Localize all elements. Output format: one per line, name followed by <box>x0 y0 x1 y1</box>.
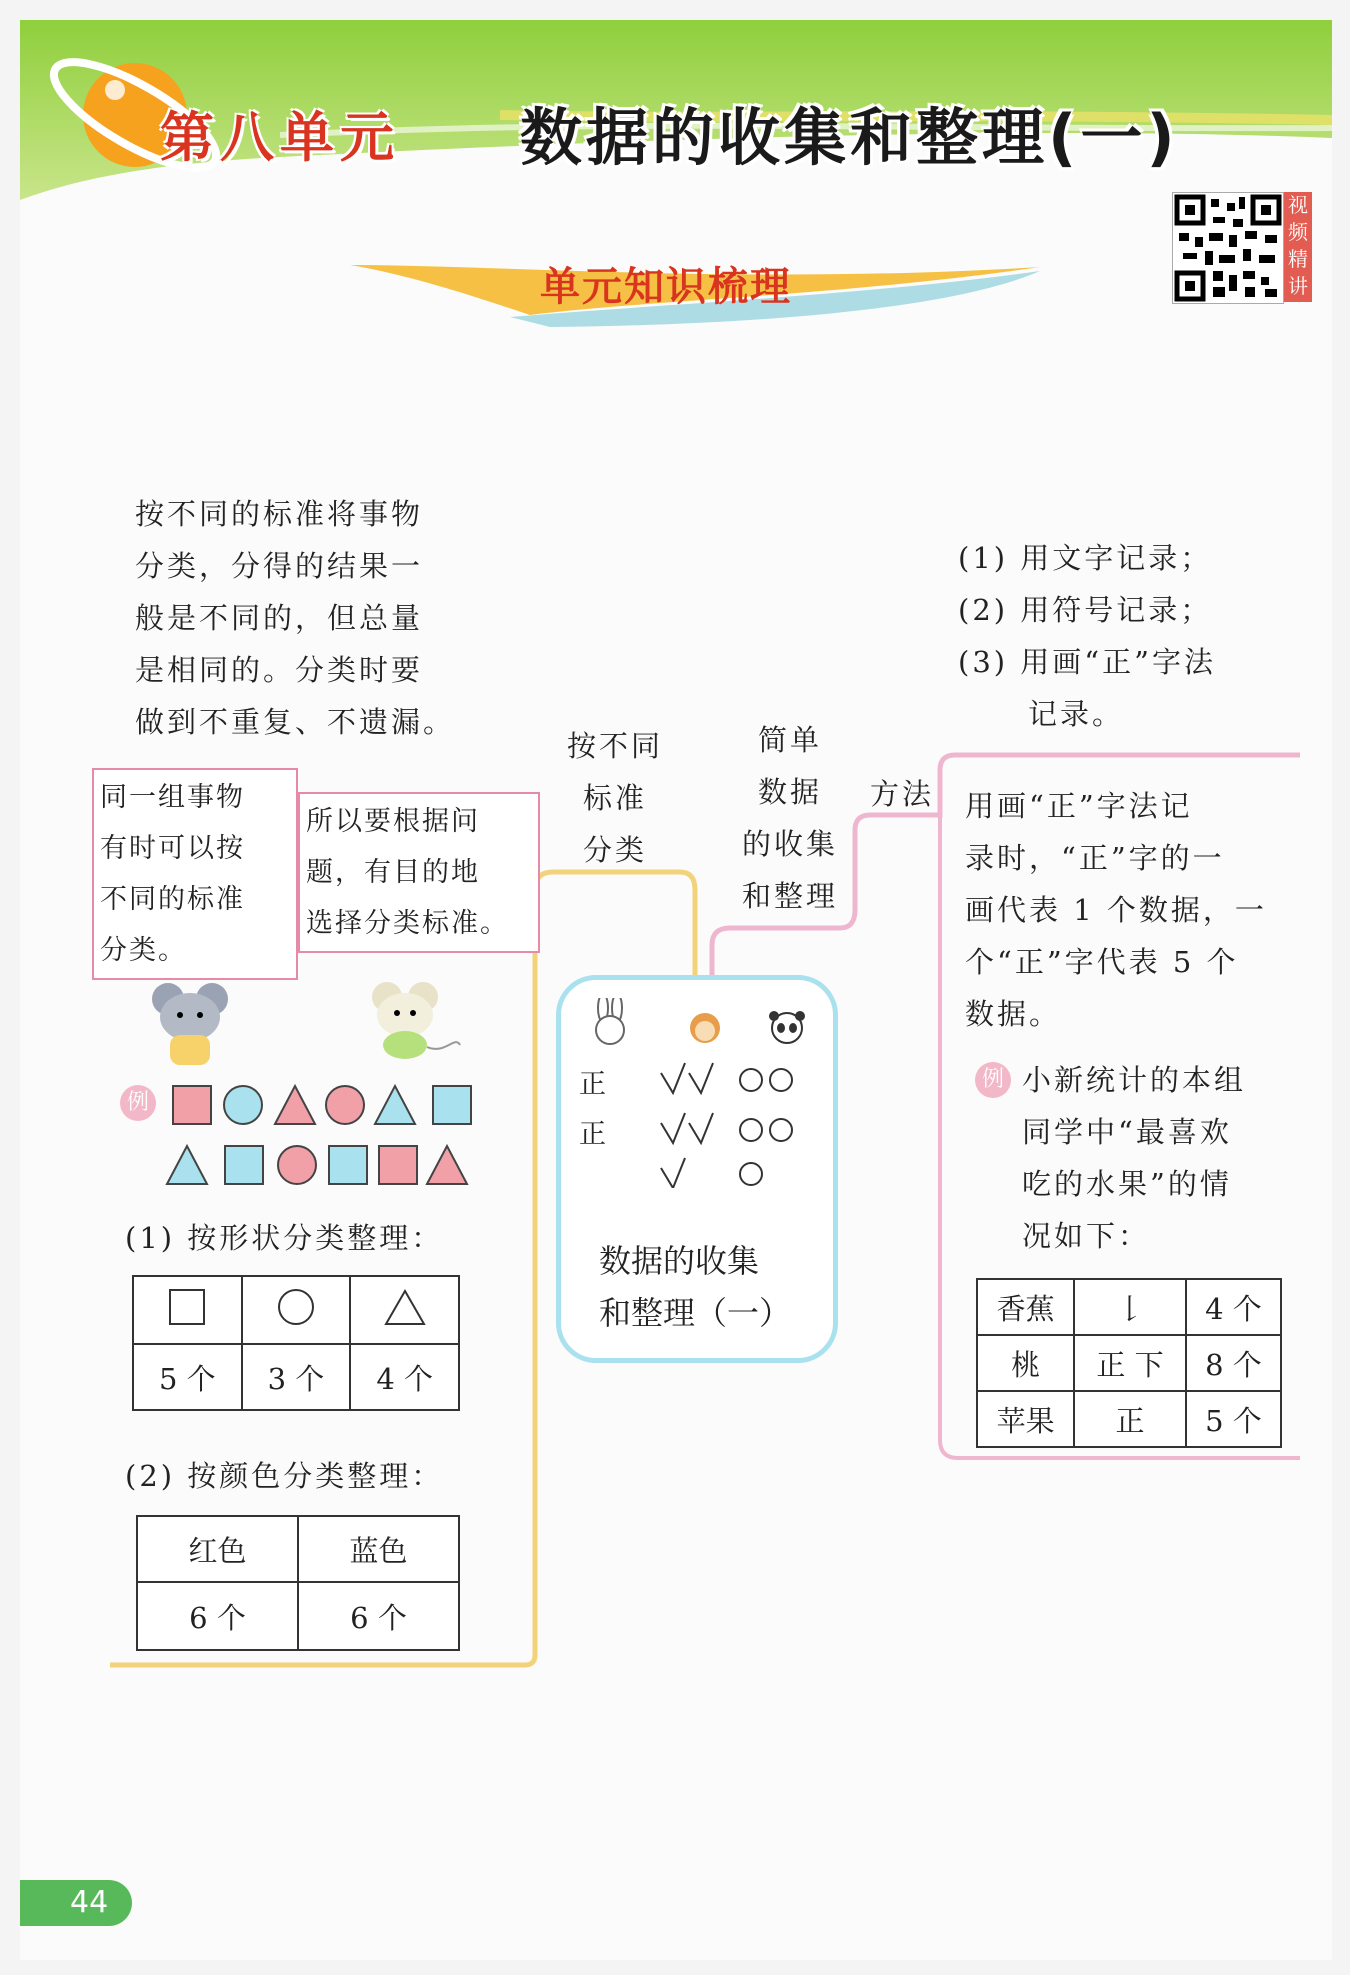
unit-label: 第八单元 <box>160 106 400 169</box>
example-badge: 例 <box>120 1085 156 1121</box>
video-label-char: 视 <box>1288 193 1308 217</box>
table-row <box>977 1335 1281 1391</box>
mouse-icon <box>355 975 465 1075</box>
square-icon <box>170 1290 204 1324</box>
video-label-char: 讲 <box>1288 274 1308 298</box>
example-line: 小新统计的本组 <box>1022 1063 1247 1097</box>
branch-classify <box>555 720 675 876</box>
fruit-count: 8 个 <box>1186 1335 1281 1391</box>
note-line: 录时，“正”字的一 <box>965 841 1225 875</box>
section-title: 单元知识梳理 <box>540 264 792 310</box>
bubble-line: 有时可以按 <box>100 833 245 864</box>
speech-bubble-left <box>92 768 298 980</box>
monkey-icon <box>690 1013 720 1043</box>
triangle-icon <box>386 1291 424 1324</box>
method-line: (1) 用文字记录； <box>958 541 1213 575</box>
bubble-line: 同一组事物 <box>100 782 245 813</box>
red-circle-icon <box>326 1086 364 1124</box>
note-line: 数据。 <box>965 997 1062 1031</box>
rabbit-icon <box>596 998 624 1044</box>
branch-line: 的收集 <box>741 827 838 861</box>
fruit-name: 桃 <box>977 1335 1074 1391</box>
example-line: 况如下： <box>1022 1219 1151 1253</box>
tally-illustration <box>581 998 811 1188</box>
color-table <box>136 1515 460 1651</box>
blue-square-icon <box>329 1146 367 1184</box>
blue-triangle-icon <box>375 1086 415 1124</box>
fruit-tally: 𠄌 <box>1074 1279 1186 1335</box>
fruit-name: 香蕉 <box>977 1279 1074 1335</box>
circle-header <box>242 1276 351 1344</box>
page-title: 数据的收集和整理(一) <box>520 101 1179 174</box>
table-cell: 3 个 <box>242 1344 351 1410</box>
bubble-line: 不同的标准 <box>100 884 245 915</box>
example-line: 同学中“最喜欢 <box>1022 1115 1232 1149</box>
intro-line: 按不同的标准将事物 <box>135 497 424 531</box>
intro-line: 般是不同的，但总量 <box>135 601 424 635</box>
video-label-char: 频 <box>1288 220 1308 244</box>
method-line: (3) 用画“正”字法 <box>958 645 1216 679</box>
note-line: 用画“正”字法记 <box>965 789 1193 823</box>
branch-line: 数据 <box>757 775 822 809</box>
intro-line: 分类，分得的结果一 <box>135 549 424 583</box>
circle-marks-icon <box>740 1069 792 1185</box>
table-row <box>977 1279 1281 1335</box>
table-cell: 6 个 <box>137 1582 298 1650</box>
tally-mark: 正 <box>579 1069 606 1100</box>
branch-line: 标准 <box>582 781 647 815</box>
mouse-icon <box>140 975 240 1075</box>
branch-method: 方法 <box>869 777 934 811</box>
center-title-line: 数据的收集 <box>599 1242 760 1280</box>
bubble-line: 题，有目的地 <box>306 857 480 888</box>
red-triangle-icon <box>275 1086 315 1124</box>
table-header: 蓝色 <box>298 1516 459 1582</box>
classification-intro <box>135 488 455 748</box>
recording-methods <box>958 532 1216 740</box>
tally-method-note <box>965 780 1267 1040</box>
tally-marks <box>579 1060 606 1160</box>
branch-line: 和整理 <box>741 879 838 913</box>
bubble-line: 选择分类标准。 <box>306 908 509 939</box>
method-line: 记录。 <box>1028 697 1125 731</box>
blue-circle-icon <box>224 1086 262 1124</box>
fruit-tally: 正 下 <box>1074 1335 1186 1391</box>
bubble-line: 所以要根据问 <box>306 806 480 837</box>
shapes-example <box>165 1080 485 1190</box>
center-topic-box <box>556 975 838 1363</box>
fruit-example-text <box>1022 1054 1246 1262</box>
table-header: 红色 <box>137 1516 298 1582</box>
note-line: 画代表 1 个数据，一 <box>965 893 1267 927</box>
bubble-line: 分类。 <box>100 935 187 966</box>
branch-line: 按不同 <box>566 729 663 763</box>
example-line: 吃的水果”的情 <box>1022 1167 1232 1201</box>
check-marks-icon <box>661 1063 713 1188</box>
center-topic-title <box>599 1235 791 1339</box>
branch-simple-data <box>720 714 860 922</box>
intro-line: 做到不重复、不遗漏。 <box>135 705 456 739</box>
fruit-tally: 正 <box>1074 1391 1186 1447</box>
panda-icon <box>769 1011 805 1043</box>
branch-line: 简单 <box>757 723 822 757</box>
shape-table <box>132 1275 460 1411</box>
table-cell: 5 个 <box>133 1344 242 1410</box>
note-line: 个“正”字代表 5 个 <box>965 945 1239 979</box>
shape-sort-label: (1) 按形状分类整理： <box>125 1221 444 1255</box>
fruit-count: 5 个 <box>1186 1391 1281 1447</box>
square-header <box>133 1276 242 1344</box>
red-square-icon <box>379 1146 417 1184</box>
fruit-name: 苹果 <box>977 1391 1074 1447</box>
speech-bubble-right <box>298 792 540 953</box>
color-sort-label: (2) 按颜色分类整理： <box>125 1459 444 1493</box>
circle-icon <box>279 1290 313 1324</box>
table-row <box>977 1391 1281 1447</box>
branch-line: 分类 <box>582 833 647 867</box>
blue-square-icon <box>433 1086 471 1124</box>
example-badge: 例 <box>975 1062 1011 1098</box>
method-line: (2) 用符号记录； <box>958 593 1213 627</box>
intro-line: 是相同的。分类时要 <box>135 653 424 687</box>
red-circle-icon <box>278 1146 316 1184</box>
tally-mark: 正 <box>579 1119 606 1150</box>
fruit-count: 4 个 <box>1186 1279 1281 1335</box>
red-triangle-icon <box>427 1146 467 1184</box>
page-number: 44 <box>20 1880 132 1926</box>
blue-square-icon <box>225 1146 263 1184</box>
table-cell: 4 个 <box>350 1344 459 1410</box>
fruit-table <box>976 1278 1282 1448</box>
red-square-icon <box>173 1086 211 1124</box>
blue-triangle-icon <box>167 1146 207 1184</box>
triangle-header <box>350 1276 459 1344</box>
table-cell: 6 个 <box>298 1582 459 1650</box>
center-title-line: 和整理（一） <box>599 1294 792 1332</box>
video-label-char: 精 <box>1288 247 1308 271</box>
